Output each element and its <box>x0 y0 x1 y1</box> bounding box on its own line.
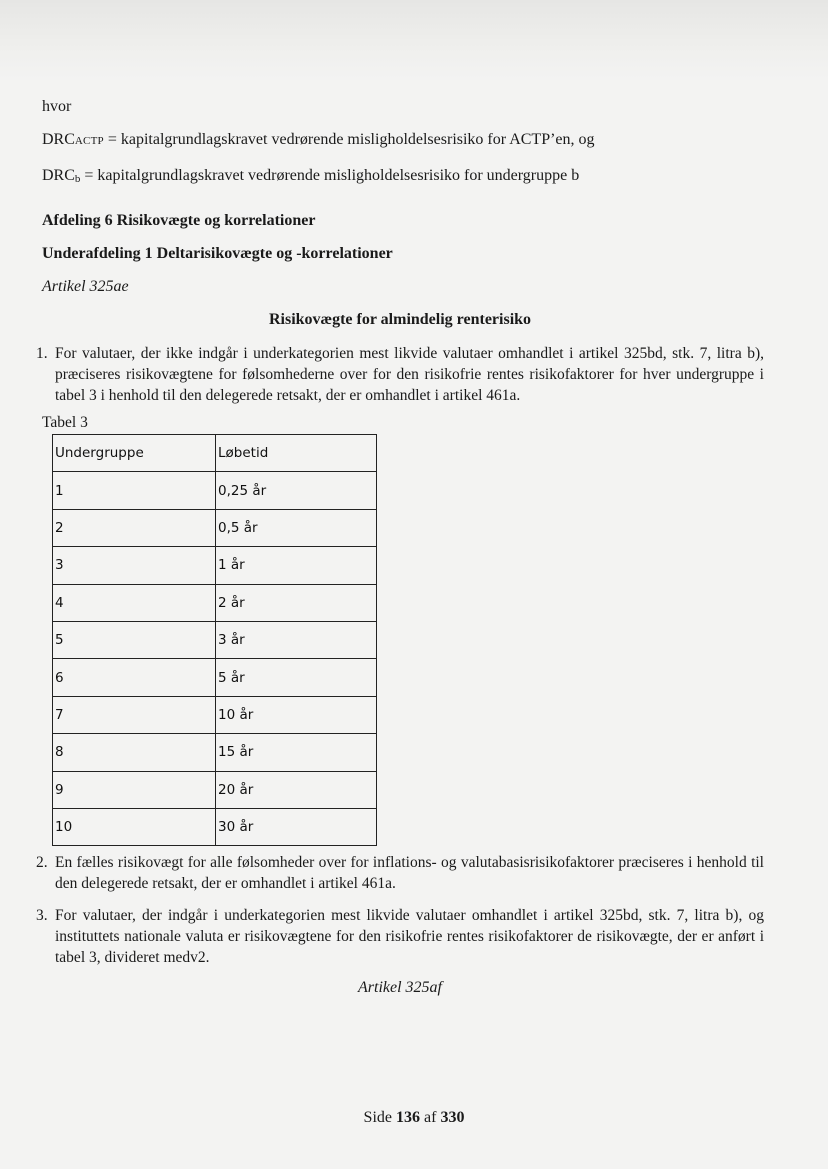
footer-total-pages: 330 <box>440 1109 465 1126</box>
table-row <box>53 734 377 771</box>
table-cell: 8 <box>53 734 216 771</box>
table-header-row <box>53 435 377 472</box>
list-item-number: 3. <box>36 907 48 924</box>
table-header-cell: Løbetid <box>216 435 377 472</box>
table-header-cell: Undergruppe <box>53 435 216 472</box>
table-cell: 10 år <box>216 696 377 733</box>
page-footer <box>0 1107 828 1129</box>
table-cell: 1 <box>53 472 216 509</box>
list-item-text: En fælles risikovægt for alle følsomheder over for inflations- og valutabasisrisikofaktorer præciseres i henhold til den delegerede retsakt, der er omhandlet i artikel 461a. <box>55 854 764 892</box>
footer-side-label: Side <box>363 1109 392 1126</box>
table-cell: 1 år <box>216 547 377 584</box>
table-row <box>53 621 377 658</box>
list-item <box>36 905 764 968</box>
def1-text: = kapitalgrundlagskravet vedrørende misligholdelsesrisiko for ACTP’en, og <box>103 131 595 148</box>
table-cell: 20 år <box>216 771 377 808</box>
table-row <box>53 547 377 584</box>
list-item-number: 1. <box>36 345 48 362</box>
intro-hvor: hvor <box>42 98 72 115</box>
footer-page-number: 136 <box>396 1109 420 1126</box>
table-cell: 15 år <box>216 734 377 771</box>
list-item-text: For valutaer, der indgår i underkategorien mest likvide valutaer omhandlet i artikel 325bd, stk. 7, litra b), og instituttets nationale valuta er risikovægtene for den risikofrie rentes risikofaktorer de risikovægte, der er anført i tabel 3, divideret medv2. <box>55 907 764 966</box>
definition-drc-b <box>42 165 579 188</box>
def2-prefix: DRC <box>42 167 75 184</box>
def1-prefix: DRC <box>42 131 75 148</box>
table-row <box>53 584 377 621</box>
list-item-number: 2. <box>36 854 48 871</box>
table-cell: 10 <box>53 808 216 845</box>
table-cell: 2 år <box>216 584 377 621</box>
next-article-heading: Artikel 325af <box>358 979 442 996</box>
table-row <box>53 771 377 808</box>
table-row <box>53 509 377 546</box>
table-cell: 4 <box>53 584 216 621</box>
def2-subscript: b <box>74 173 81 185</box>
table-cell: 5 år <box>216 659 377 696</box>
table-caption: Tabel 3 <box>42 414 88 431</box>
table-cell: 6 <box>53 659 216 696</box>
list-item-text: For valutaer, der ikke indgår i underkategorien mest likvide valutaer omhandlet i artikel 325bd, stk. 7, litra b), præciseres risikovægtene for følsomhederne over for den risikofrie rentes risikofaktorer for hver undergruppe i tabel 3 i henhold til den delegerede retsakt, der er omhandlet i artikel 461a. <box>55 345 764 404</box>
table-cell: 3 år <box>216 621 377 658</box>
definition-drc-actp <box>42 129 595 152</box>
def2-text: = kapitalgrundlagskravet vedrørende misligholdelsesrisiko for undergruppe b <box>80 167 580 184</box>
maturity-table <box>52 434 377 846</box>
table-cell: 3 <box>53 547 216 584</box>
table-row <box>53 659 377 696</box>
table-cell: 0,5 år <box>216 509 377 546</box>
article-title: Risikovægte for almindelig renterisiko <box>268 311 532 328</box>
table-cell: 0,25 år <box>216 472 377 509</box>
heading-artikel: Artikel 325ae <box>42 278 129 295</box>
table-cell: 2 <box>53 509 216 546</box>
heading-afdeling: Afdeling 6 Risikovægte og korrelationer <box>42 212 316 229</box>
list-item <box>36 343 764 406</box>
list-item <box>36 852 764 894</box>
def1-subscript: ACTP <box>74 135 104 147</box>
table-row <box>53 696 377 733</box>
heading-underafdeling: Underafdeling 1 Deltarisikovægte og -korrelationer <box>42 245 393 262</box>
table-cell: 30 år <box>216 808 377 845</box>
table-cell: 7 <box>53 696 216 733</box>
footer-af-label: af <box>424 1109 437 1126</box>
table-cell: 5 <box>53 621 216 658</box>
table-row <box>53 472 377 509</box>
table-row <box>53 808 377 845</box>
table-cell: 9 <box>53 771 216 808</box>
